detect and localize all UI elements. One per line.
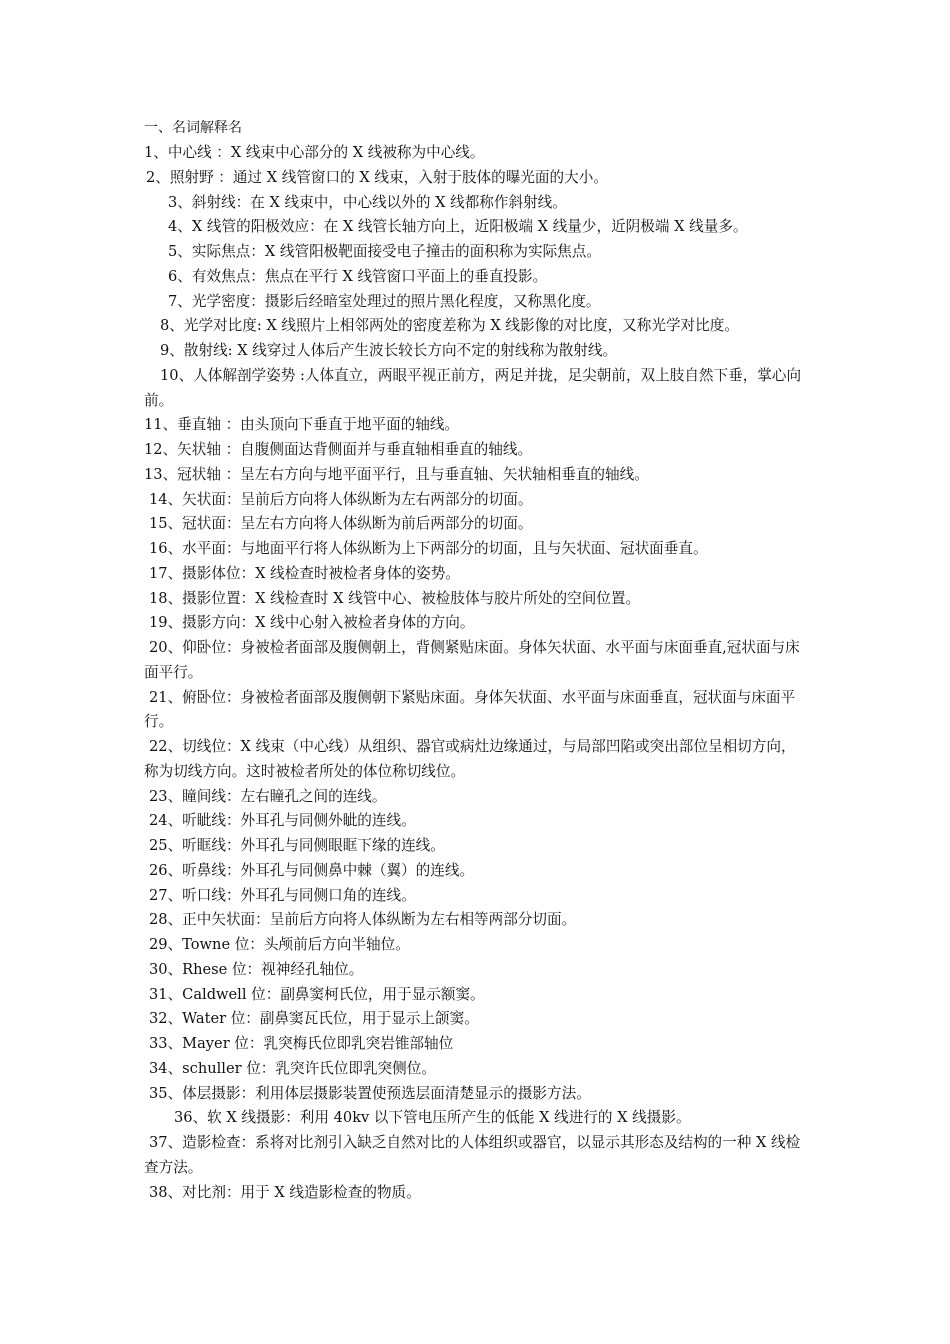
definition-item: 14、矢状面：呈前后方向将人体纵断为左右两部分的切面。 <box>149 490 533 508</box>
definition-item: 3、斜射线：在 X 线束中，中心线以外的 X 线都称作斜射线。 <box>168 193 567 211</box>
definition-item: 18、摄影位置：X 线检查时 X 线管中心、被检肢体与胶片所处的空间位置。 <box>149 589 641 607</box>
definition-item: 30、Rhese 位：视神经孔轴位。 <box>149 960 364 978</box>
definition-item: 22、切线位：X 线束（中心线）从组织、器官或病灶边缘通过，与局部凹陷或突出部位呈相切方向，称为切线方向。这时被检者所处的体位称切线位。 <box>144 738 796 780</box>
definition-item: 10、人体解剖学姿势 :人体直立，两眼平视正前方，两足并拢，足尖朝前，双上肢自然下垂，掌心向前。 <box>144 366 802 409</box>
definition-item: 5、实际焦点：X 线管阳极靶面接受电子撞击的面积称为实际焦点。 <box>168 243 601 260</box>
definition-item: 7、光学密度：摄影后经暗室处理过的照片黑化程度，又称黑化度。 <box>168 292 601 310</box>
definition-item: 25、听眶线：外耳孔与同侧眼眶下缘的连线。 <box>149 837 445 854</box>
definition-item: 23、瞳间线：左右瞳孔之间的连线。 <box>149 787 387 805</box>
definition-item: 9、散射线: X 线穿过人体后产生波长较长方向不定的射线称为散射线。 <box>160 342 618 359</box>
definition-item: 2、照射野 ：通过 X 线管窗口的 X 线束，入射于肢体的曝光面的大小。 <box>146 168 608 186</box>
definition-list <box>0 141 950 1205</box>
definition-item: 20、仰卧位：身被检者面部及腹侧朝上，背侧紧贴床面。身体矢状面、水平面与床面垂直,冠状面与床面平行。 <box>144 639 800 681</box>
definition-item: 37、造影检查：系将对比剂引入缺乏自然对比的人体组织或器官，以显示其形态及结构的一种 X 线检查方法。 <box>144 1134 801 1176</box>
definition-item: 17、摄影体位：X 线检查时被检者身体的姿势。 <box>149 564 460 582</box>
definition-item: 11、垂直轴 ：由头顶向下垂直于地平面的轴线。 <box>144 416 460 434</box>
definition-item: 28、正中矢状面：呈前后方向将人体纵断为左右相等两部分切面。 <box>149 911 577 929</box>
definition-item: 38、对比剂：用于 X 线造影检查的物质。 <box>149 1183 421 1201</box>
definition-item: 12、矢状轴 ：自腹侧面达背侧面并与垂直轴相垂直的轴线。 <box>144 441 533 458</box>
definition-item: 15、冠状面：呈左右方向将人体纵断为前后两部分的切面。 <box>149 515 533 533</box>
definition-item: 4、X 线管的阳极效应：在 X 线管长轴方向上，近阳极端 X 线量少，近阴极端 X 线量多。 <box>168 218 748 236</box>
definition-item: 32、Water 位：副鼻窦瓦氏位，用于显示上颌窦。 <box>149 1010 479 1028</box>
definition-item: 16、水平面：与地面平行将人体纵断为上下两部分的切面，且与矢状面、冠状面垂直。 <box>149 540 708 557</box>
definition-item: 19、摄影方向：X 线中心射入被检者身体的方向。 <box>149 614 475 632</box>
definition-item: 27、听口线：外耳孔与同侧口角的连线。 <box>149 886 416 904</box>
definition-item: 35、体层摄影：利用体层摄影装置使预选层面清楚显示的摄影方法。 <box>149 1084 591 1102</box>
definition-item: 26、听鼻线：外耳孔与同侧鼻中棘（翼）的连线。 <box>149 861 475 879</box>
definition-item: 36、软 X 线摄影：利用 40kv 以下管电压所产生的低能 X 线进行的 X 线摄影。 <box>174 1109 691 1127</box>
definition-item: 6、有效焦点：焦点在平行 X 线管窗口平面上的垂直投影。 <box>168 267 548 285</box>
section-heading: 一、名词解释名 <box>144 120 242 136</box>
definition-item: 33、Mayer 位：乳突梅氏位即乳突岩锥部轴位 <box>149 1035 454 1052</box>
definition-item: 29、Towne 位：头颅前后方向半轴位。 <box>149 936 410 953</box>
definition-item: 1、中心线 ：X 线束中心部分的 X 线被称为中心线。 <box>144 144 485 161</box>
definition-item: 21、俯卧位：身被检者面部及腹侧朝下紧贴床面。身体矢状面、水平面与床面垂直，冠状面与床面平行。 <box>144 688 796 731</box>
definition-item: 34、schuller 位：乳突许氏位即乳突侧位。 <box>149 1059 436 1077</box>
definition-item: 24、听眦线：外耳孔与同侧外眦的连线。 <box>149 812 416 830</box>
definition-item: 8、光学对比度: X 线照片上相邻两处的密度差称为 X 线影像的对比度，又称光学对比度。 <box>160 317 739 335</box>
definition-item: 31、Caldwell 位：副鼻窦柯氏位，用于显示额窦。 <box>149 985 485 1003</box>
definition-item: 13、冠状轴 ：呈左右方向与地平面平行，且与垂直轴、矢状轴相垂直的轴线。 <box>144 465 649 483</box>
